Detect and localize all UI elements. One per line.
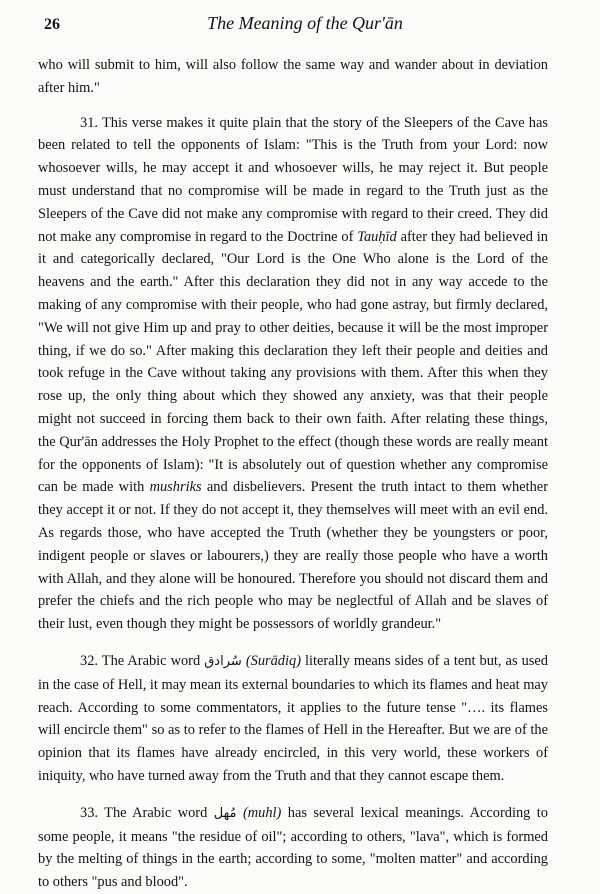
body-text	[38, 54, 548, 894]
note-31-tauhid: Tauḥīd	[357, 228, 397, 245]
note-32-number: 32.	[80, 652, 98, 669]
page-number: 26	[44, 16, 60, 33]
continued-text: who will submit to him, will also follow the same way and wander about in deviation after him."	[38, 57, 548, 96]
note-33-text-1: The Arabic word	[104, 804, 208, 821]
note-31-text-3: and disbelievers. Present the truth intact to them whether they accept it or not. If they do not accept it, they themselves will meet with an evil end. As regards those, who have accepted the Truth (whether they be youngsters or poor, indigent people or slaves or labourers,) they are really those people who have a worth with Allah, and they alone will be honoured. Therefore you should not discard them and prefer the chiefs and the rich people who may be neglectful of Allah and be slaves of their lust, even though they might be possessors of worldly grandeur."	[38, 479, 548, 633]
page-header	[0, 8, 600, 38]
continued-paragraph	[38, 54, 548, 100]
note-32-arabic: سُرادق	[204, 653, 242, 669]
note-31-text-1: This verse makes it quite plain that the story of the Sleepers of the Cave has been related to tell the opponents of Islam: "This is the Truth from your Lord: now whosoever wills, he may accept it and whosoever wills, he may reject it. But people must understand that no compromise will be made in regard to the Truth just as the Sleepers of the Cave did not make any compromise with regard to their creed. They did not make any compromise in regard to the Doctrine of	[38, 114, 548, 245]
note-32	[38, 650, 548, 788]
note-31-text-2: after they had believed in it and categorically declared, "Our Lord is the One Who alone is the Lord of the heavens and the earth." After this declaration they did not in any way accede to the making of any compromise with their people, who had gone astray, but firmly declared, "We will not give Him up and pray to other deities, because it will be the most improper thing, if we do so." After making this declaration they left their people and deities and took refuge in the Cave without taking any provisions with them. After this when they rose up, the only thing about which they showed any anxiety, was that their people might not succeed in forcing them back to their own faith. After relating these things, the Qur'ān addresses the Holy Prophet to the effect (though these words are really meant for the opponents of Islam): "It is absolutely out of question whether any compromise can be made with	[38, 228, 548, 496]
note-33-text-2: has several lexical meanings. According to some people, it means "the residue of oil"; according to others, "lava", which is formed by the melting of things in the earth; according to some, "molten matter" and according to others "pus and blood".	[38, 804, 548, 891]
note-31-number: 31.	[80, 114, 98, 131]
note-31	[38, 112, 548, 636]
note-33	[38, 802, 548, 894]
note-33-translit: (muhl)	[242, 804, 282, 821]
note-32-text-1: The Arabic word	[101, 652, 201, 669]
note-31-mushriks: mushriks	[149, 479, 202, 496]
note-32-translit: (Surādiq)	[245, 652, 301, 669]
note-33-number: 33.	[80, 804, 98, 821]
note-33-arabic: مُهل	[213, 805, 237, 821]
running-head: The Meaning of the Qur'ān	[207, 13, 403, 33]
note-32-text-2: literally means sides of a tent but, as used in the case of Hell, it may mean its external boundaries to which its flames and heat may reach. According to some commentators, it applies to the future tense "…. its flames will encircle them" so as to refer to the flames of Hell in the Hereafter. But we are of the opinion that its flames have already encircled, in this very world, these workers of iniquity, who have turned away from the Truth and that they cannot escape them.	[38, 652, 548, 784]
